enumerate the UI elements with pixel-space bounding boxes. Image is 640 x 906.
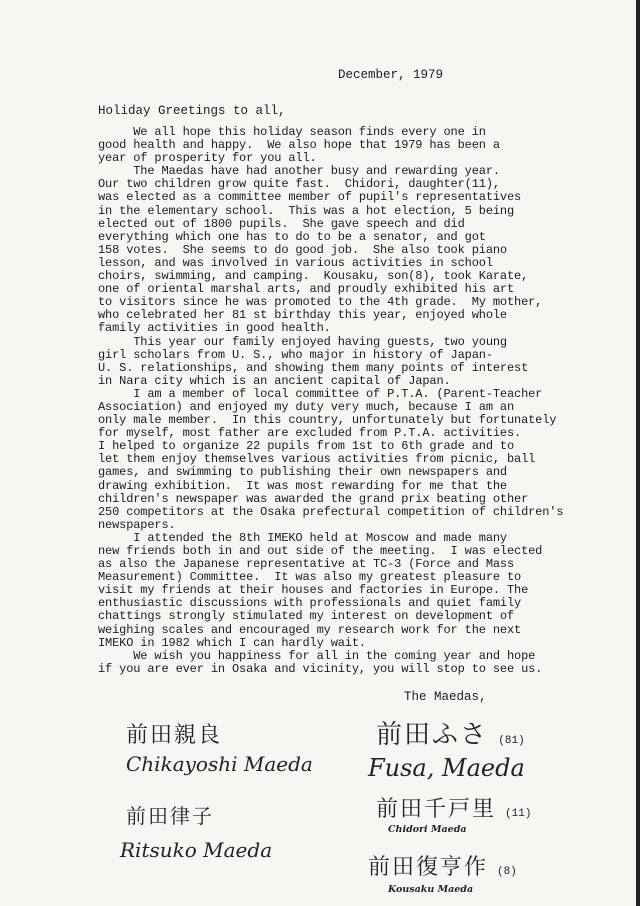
signature-fusa-age: (81) [498, 735, 525, 747]
signature-fusa-kanji: 前田ふさ (81) [376, 720, 525, 750]
signature-ritsuko-romaji: Ritsuko Maeda [120, 838, 273, 862]
signature-chidori-kanji: 前田千戸里 (11) [376, 797, 532, 822]
letter-closing: The Maedas, [404, 690, 487, 704]
signature-chidori-age: (11) [505, 808, 532, 820]
signature-kousaku-kanji: 前田復亨作 (8) [368, 855, 517, 880]
letter-date: December, 1979 [338, 68, 444, 82]
signature-ritsuko-kanji: 前田律子 [126, 804, 214, 828]
letter-greeting: Holiday Greetings to all, [98, 104, 286, 118]
signature-chikayoshi-romaji: Chikayoshi Maeda [126, 752, 313, 776]
scan-edge [636, 0, 640, 906]
signature-kousaku-romaji: Kousaku Maeda [388, 884, 474, 895]
signature-fusa-romaji: Fusa, Maeda [368, 754, 525, 782]
signature-chidori-romaji: Chidori Maeda [388, 824, 467, 835]
signature-chikayoshi-kanji: 前田親良 [126, 723, 223, 748]
letter-body: We all hope this holiday season finds every one in good health and happy. We also hope that 1979 has been a year of prosperity for you all. The Maedas have had another busy and rewarding year. Our two children grow quite fast. Chidori, daughter(11), was elected as a committee member of pupil's representatives in the elementary school. This was a hot election, 5 being elected out of 1800 pupils. She gave speech and did everything which one has to do to be a senator, and got 158 votes. She seems to do good job. She also took piano lesson, and was involved in various activities in school choirs, swimming, and camping. Kousaku, son(8), took Karate, one of oriental marshal arts, and proudly exhibited his art to visitors since he was promoted to the 4th grade. My mother, who celebrated her 81 st birthday this year, enjoyed whole family activities in good health. This year our family enjoyed having guests, two young girl scholars from U. S., who major in history of Japan- U. S. relationships, and showing them many points of interest in Nara city which is an ancient capital of Japan. I am a member of local committee of P.T.A. (Parent-Teacher Association) and enjoyed my duty very much, because I am an only male member. In this country, unfortunately but fortunately for myself, most father are excluded from P.T.A. activities. I helped to organize 22 pupils from 1st to 6th grade and to let them enjoy themselves various activities from picnic, ball games, and swimming to publishing their own newspapers and drawing exhibition. It was most rewarding for me that the children's newspaper was awarded the grand prix beating other 250 competitors at the Osaka prefectural competition of children's newspapers. I attended the 8th IMEKO held at Moscow and made many new friends both in and out side of the meeting. I was elected as also the Japanese representative at TC-3 (Force and Mass Measurement) Committee. It was also my greatest pleasure to visit my friends at their houses and factories in Europe. The enthusiastic discussions with professionals and quiet family chattings strongly stimulated my interest on development of weighing scales and encouraged my research work for the next IMEKO in 1982 which I can hardly wait. We wish you happiness for all in the coming year and hope if you are ever in Osaka and vicinity, you will stop to see us. [98, 125, 564, 676]
signature-kousaku-age: (8) [497, 866, 517, 878]
